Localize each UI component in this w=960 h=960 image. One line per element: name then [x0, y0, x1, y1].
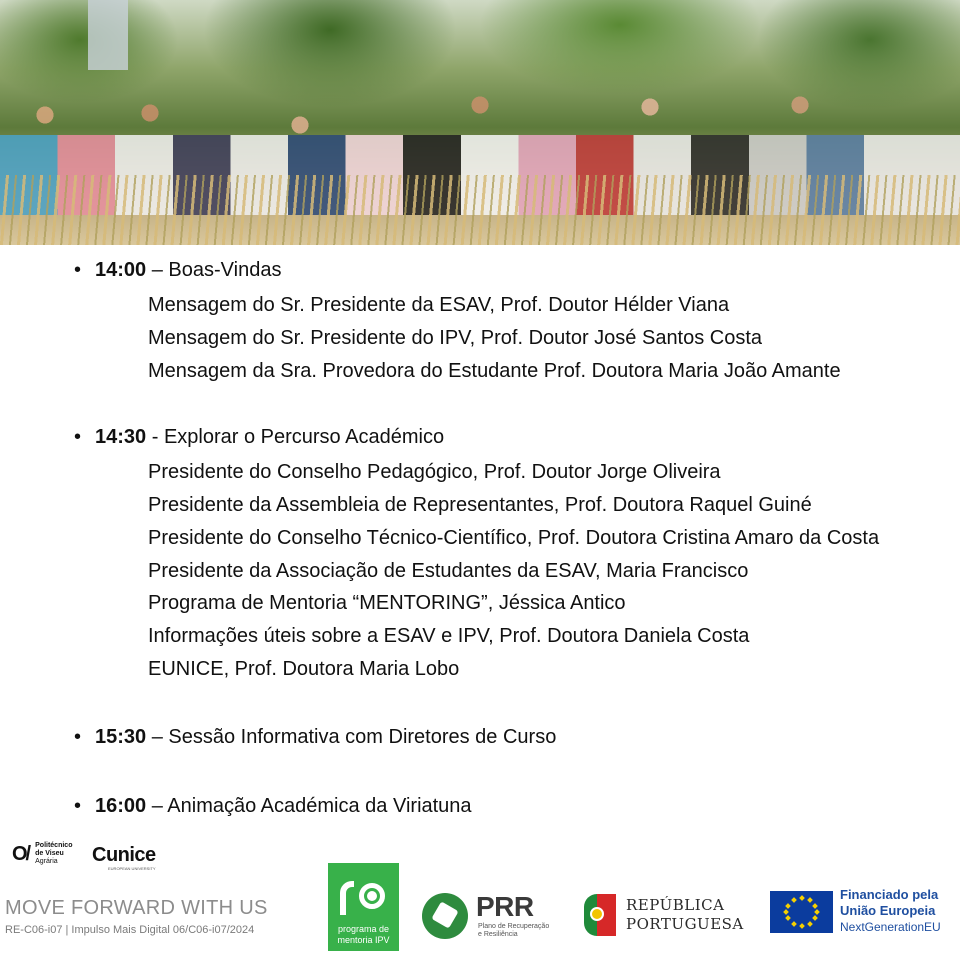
- portugal-flag-icon: [584, 894, 616, 936]
- agenda-subitem: Mensagem da Sra. Provedora do Estudante Prof. Doutora Maria João Amante: [148, 360, 841, 382]
- agenda-subitem: Presidente da Associação de Estudantes da ESAV, Maria Francisco: [148, 560, 749, 582]
- prr-name: PRR: [476, 891, 534, 922]
- prr-disc-icon: [422, 893, 468, 939]
- republica-line1: REPÚBLICA: [626, 896, 725, 914]
- republica-text: [626, 896, 744, 934]
- agenda-title: Explorar o Percurso Académico: [163, 426, 445, 448]
- agenda-subitem: Presidente da Assembleia de Representantes, Prof. Doutora Raquel Guiné: [148, 494, 812, 516]
- bullet-icon: •: [74, 726, 82, 748]
- agenda-time: 14:30: [95, 426, 147, 448]
- ipv-logo-text: [35, 842, 72, 866]
- agenda-time: 16:00: [95, 795, 147, 817]
- agenda-subitem: Presidente do Conselho Pedagógico, Prof. Doutor Jorge Oliveira: [148, 461, 721, 483]
- agenda-title: Boas-Vindas: [168, 259, 282, 281]
- mentoria-line2: mentoria IPV: [337, 935, 390, 945]
- slogan: MOVE FORWARD WITH US: [5, 897, 268, 919]
- photo-building: [88, 0, 128, 70]
- prr-subtitle: [478, 923, 549, 939]
- agenda-subitem: Mensagem do Sr. Presidente da ESAV, Prof. Doutor Hélder Viana: [148, 294, 730, 316]
- eunice-logo: [92, 844, 156, 871]
- agenda-subitem: EUNICE, Prof. Doutora Maria Lobo: [148, 658, 460, 680]
- eu-line3: NextGenerationEU: [840, 920, 941, 934]
- agenda-separator: -: [146, 426, 164, 448]
- eunice-logo-name: Cunice: [92, 844, 156, 866]
- republica-line2: PORTUGUESA: [626, 915, 744, 933]
- agenda-separator: –: [146, 259, 169, 281]
- funding-code: RE-C06-i07 | Impulso Mais Digital 06/C06-i07/2024: [5, 924, 255, 936]
- agenda-item-1600: [74, 792, 472, 820]
- agenda-item-1530: [74, 723, 556, 751]
- agenda-title: Sessão Informativa com Diretores de Curso: [168, 726, 557, 748]
- agenda-title: Animação Académica da Viriatuna: [167, 795, 472, 817]
- ipv-logo-line3: Agrária: [35, 858, 58, 865]
- eu-line1: Financiado pela: [840, 887, 939, 902]
- ipv-logo-line2: de Viseu: [35, 850, 64, 857]
- agenda-item-1400: [74, 256, 281, 284]
- agenda-time: 15:30: [95, 726, 147, 748]
- bullet-icon: •: [74, 426, 82, 448]
- agenda-separator: –: [146, 795, 168, 817]
- agenda-subitem: Mensagem do Sr. Presidente do IPV, Prof. Doutor José Santos Costa: [148, 327, 763, 349]
- agenda-subitem: Presidente do Conselho Técnico-Científico, Prof. Doutora Cristina Amaro da Costa: [148, 527, 880, 549]
- eu-funding-text: [840, 887, 941, 935]
- agenda-subitem: Programa de Mentoria “MENTORING”, Jéssica Antico: [148, 592, 626, 614]
- mentoria-dot-icon: [367, 891, 377, 901]
- ipv-logo-line1: Politécnico: [35, 842, 73, 849]
- mentoria-r-icon: [340, 881, 354, 915]
- mentoria-line1: programa de: [337, 924, 390, 934]
- header-photo: [0, 0, 960, 245]
- mentoria-logo: [328, 863, 399, 951]
- prr-subtitle-line1: Plano de Recuperação: [478, 923, 550, 930]
- eunice-logo-tagline: EUROPEAN UNIVERSITY: [108, 866, 156, 871]
- ipv-logo: [12, 842, 72, 866]
- ipv-mark-icon: O/: [12, 842, 30, 865]
- bullet-icon: •: [74, 259, 82, 281]
- agenda-separator: –: [146, 726, 169, 748]
- eu-flag-icon: [770, 891, 833, 933]
- bullet-icon: •: [74, 795, 82, 817]
- agenda-subitem: Informações úteis sobre a ESAV e IPV, Prof. Doutora Daniela Costa: [148, 625, 750, 647]
- agenda-item-1430: [74, 423, 444, 451]
- prr-subtitle-line2: e Resiliência: [478, 931, 518, 938]
- agenda-time: 14:00: [95, 259, 147, 281]
- eu-line2: União Europeia: [840, 903, 936, 918]
- photo-grass: [0, 175, 960, 245]
